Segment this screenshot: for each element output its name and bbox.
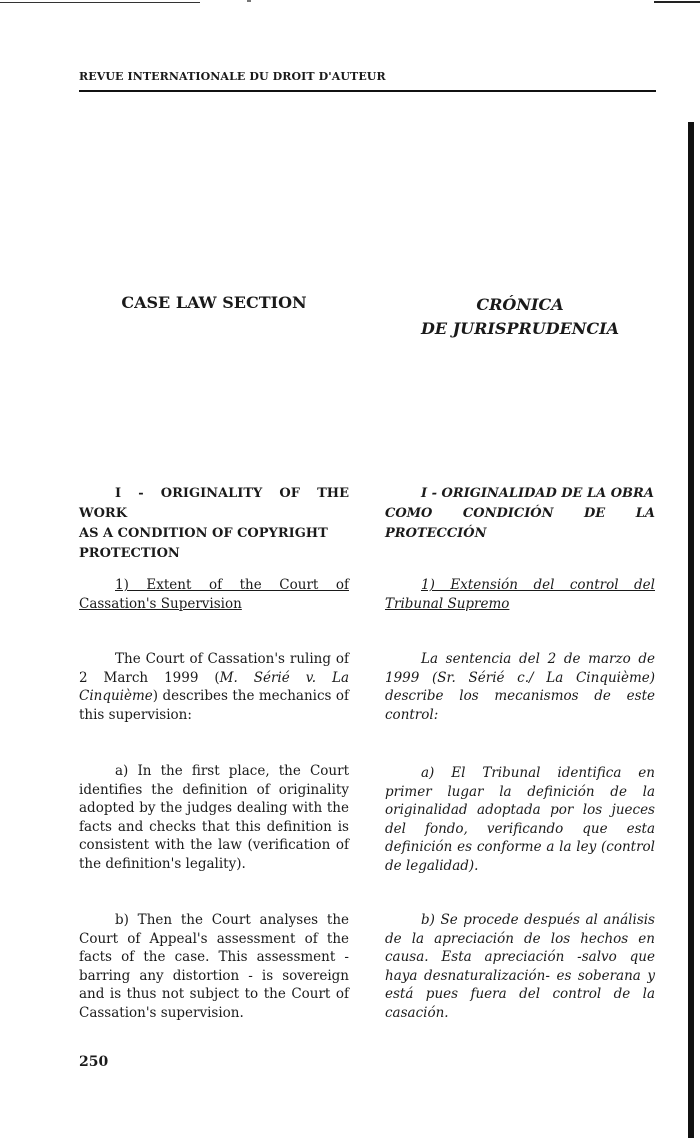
section-title-es-line: DE JURISPRUDENCIA xyxy=(420,319,620,338)
scan-artifact-mark xyxy=(654,1,700,3)
subheading-es xyxy=(385,576,655,613)
subheading-en-text: 1) Extent of the Court of Cassation's Supervision xyxy=(79,577,349,612)
case-name: M. Sérié v. La Cinquième xyxy=(79,669,349,704)
paragraph-es-3: b) Se procede después al análisis de la apreciación de los hechos en causa. Esta apreciación -salvo que haya desnaturalización- es soberana y está pues fuera del control de la casación. xyxy=(385,912,655,1021)
section-title-es-line: CRÓNICA xyxy=(476,295,564,314)
subheading-en xyxy=(79,576,349,613)
heading-en-line: I - ORIGINALITY OF THE WORK xyxy=(79,486,349,521)
scan-artifact-line xyxy=(0,2,200,3)
paragraph-en-1-text: The Court of Cassation's ruling of 2 March 1999 ( xyxy=(79,651,349,686)
scan-page-edge xyxy=(688,122,694,1138)
scan-artifact-mark xyxy=(247,0,251,2)
heading-es xyxy=(385,484,655,544)
running-header: REVUE INTERNATIONALE DU DROIT D'AUTEUR xyxy=(79,70,386,83)
paragraph-en-1 xyxy=(79,650,349,724)
page-number: 250 xyxy=(79,1054,109,1070)
paragraph-en-1-text: ) describes the mechanics of this supervision: xyxy=(79,688,349,723)
section-title-es xyxy=(385,293,655,341)
paragraph-en-2: a) In the first place, the Court identifies the definition of originality adopted by the judges dealing with the facts and checks that this definition is consistent with the law (verification of the definition's legality). xyxy=(79,763,349,872)
heading-en-line: PROTECTION xyxy=(79,546,180,561)
section-title-en: CASE LAW SECTION xyxy=(121,293,307,312)
subheading-es-text: 1) Extensión del control del Tribunal Supremo xyxy=(385,577,655,612)
heading-en-line: AS A CONDITION OF COPYRIGHT xyxy=(79,526,328,541)
paragraph-en-3: b) Then the Court analyses the Court of Appeal's assessment of the facts of the case. This assessment - barring any distortion - is sovereign and is thus not subject to the Court of Cassation's supervision. xyxy=(79,912,349,1021)
heading-es-line: COMO CONDICIÓN DE LA xyxy=(385,506,655,521)
heading-es-line: PROTECCIÓN xyxy=(385,526,487,541)
paragraph-es-1: La sentencia del 2 de marzo de 1999 (Sr. Sérié c./ La Cinquième) describe los mecanismos de este control: xyxy=(385,651,655,723)
heading-en xyxy=(79,484,349,564)
heading-es-line: I - ORIGINALIDAD DE LA OBRA xyxy=(421,486,654,501)
header-rule xyxy=(79,90,656,92)
paragraph-es-2: a) El Tribunal identifica en primer lugar la definición de la originalidad adoptada por los jueces del fondo, verificando que esta definición es conforme a la ley (control de legalidad). xyxy=(385,765,655,874)
